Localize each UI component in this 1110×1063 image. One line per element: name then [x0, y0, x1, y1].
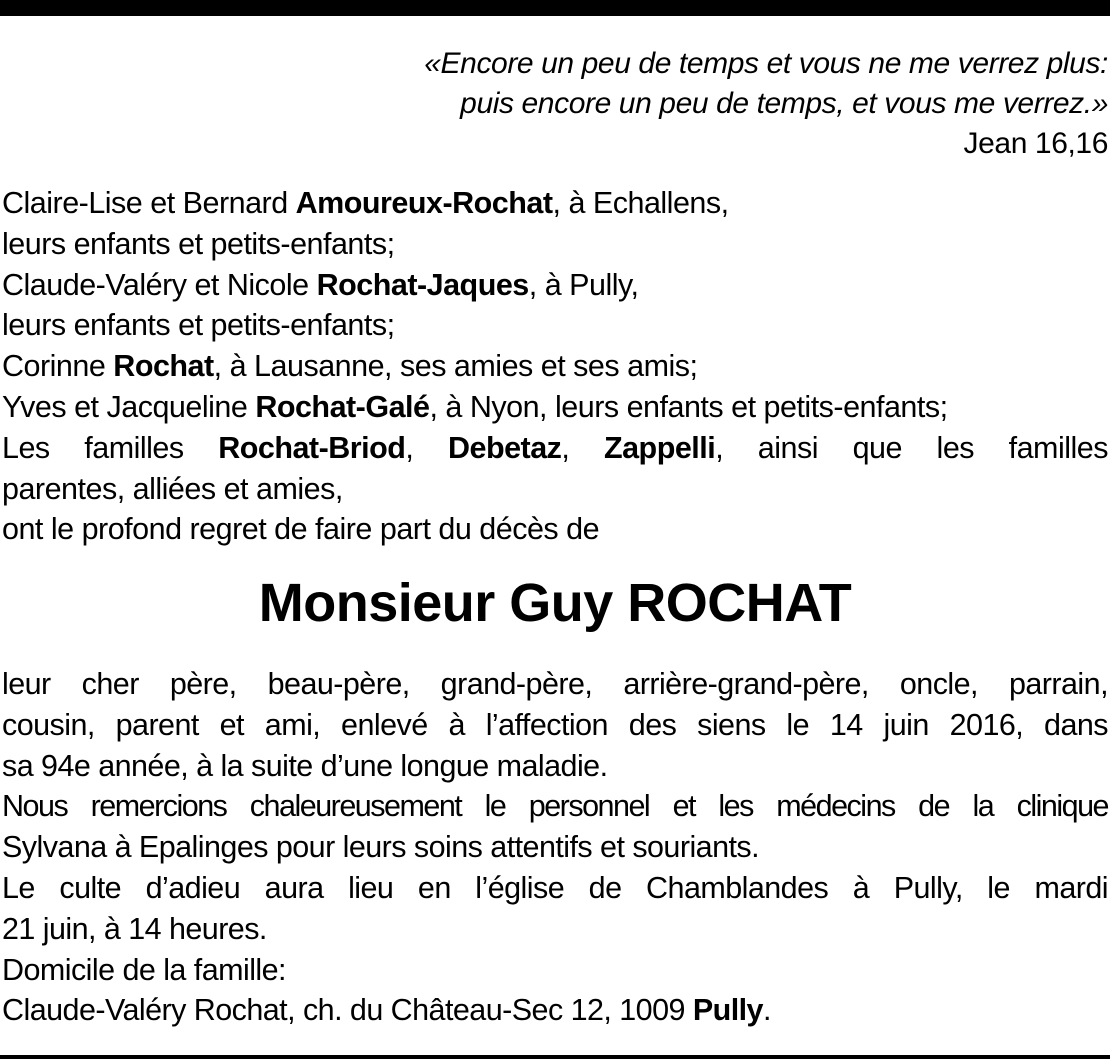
epigraph: [108, 44, 1108, 164]
text: Claude-Valéry Rochat, ch. du Château-Sec 12, 1009: [2, 993, 693, 1028]
family-line: parentes, alliées et amies,: [2, 471, 343, 506]
text: , à Nyon, leurs enfants et petits-enfants;: [429, 389, 948, 424]
text: Yves et Jacqueline: [2, 389, 256, 424]
top-rule: [0, 0, 1110, 16]
body-line: Sylvana à Epalinges pour leurs soins attentifs et souriants.: [2, 830, 760, 865]
body-line: [2, 990, 1108, 1031]
family-name: Zappelli: [603, 430, 716, 465]
body-line: sa 94e année, à la suite d’une longue maladie.: [2, 748, 608, 783]
text: Corinne: [2, 349, 114, 384]
text: Les familles: [2, 430, 219, 465]
text: Claire-Lise et Bernard: [2, 186, 296, 220]
text: , ainsi que les familles: [715, 430, 1108, 465]
text: , à Echallens,: [552, 186, 729, 220]
epigraph-reference: Jean 16,16: [963, 127, 1108, 160]
body-line: 21 juin, à 14 heures.: [2, 911, 267, 946]
text: .: [762, 993, 771, 1028]
bottom-rule: [0, 1055, 1110, 1059]
body-line: leur cher père, beau-père, grand-père, arrière-grand-père, oncle, parrain,: [2, 667, 1108, 701]
text: , à Lausanne, ses amies et ses amis;: [213, 349, 698, 384]
place-name: Pully: [692, 993, 763, 1028]
text: , à Pully,: [528, 267, 639, 302]
epigraph-line-1: «Encore un peu de temps et vous ne me verrez plus:: [424, 47, 1108, 80]
deceased-name: Monsieur Guy ROCHAT: [258, 573, 852, 633]
family-line: ont le profond regret de faire part du décès de: [2, 512, 600, 547]
family-name: Debetaz: [447, 430, 562, 465]
text: ,: [405, 430, 448, 465]
family-line: leurs enfants et petits-enfants;: [2, 308, 395, 343]
family-announcement: [2, 183, 1108, 550]
family-line: [2, 428, 1108, 469]
text: Claude-Valéry et Nicole: [2, 267, 317, 302]
body-line: Domicile de la famille:: [2, 952, 286, 987]
family-line: [2, 387, 1108, 428]
announcement-body: [2, 664, 1108, 1031]
text: ,: [561, 430, 604, 465]
family-name: Rochat-Galé: [255, 389, 430, 424]
family-name: Rochat-Briod: [218, 430, 406, 465]
family-line: leurs enfants et petits-enfants;: [2, 226, 395, 261]
family-name: Amoureux-Rochat: [295, 186, 553, 220]
family-line: [2, 183, 1108, 224]
body-line: Nous remercions chaleureusement le personnel et les médecins de la clinique: [2, 789, 1108, 824]
body-line: cousin, parent et ami, enlevé à l’affection des siens le 14 juin 2016, dans: [2, 707, 1108, 742]
family-name: Rochat: [113, 349, 214, 384]
body-line: Le culte d’adieu aura lieu en l’église de Chamblandes à Pully, le mardi: [2, 870, 1108, 905]
epigraph-line-2: puis encore un peu de temps, et vous me verrez.»: [460, 87, 1108, 120]
family-name: Rochat-Jaques: [316, 267, 529, 302]
family-line: [2, 346, 1108, 387]
family-line: [2, 265, 1108, 306]
